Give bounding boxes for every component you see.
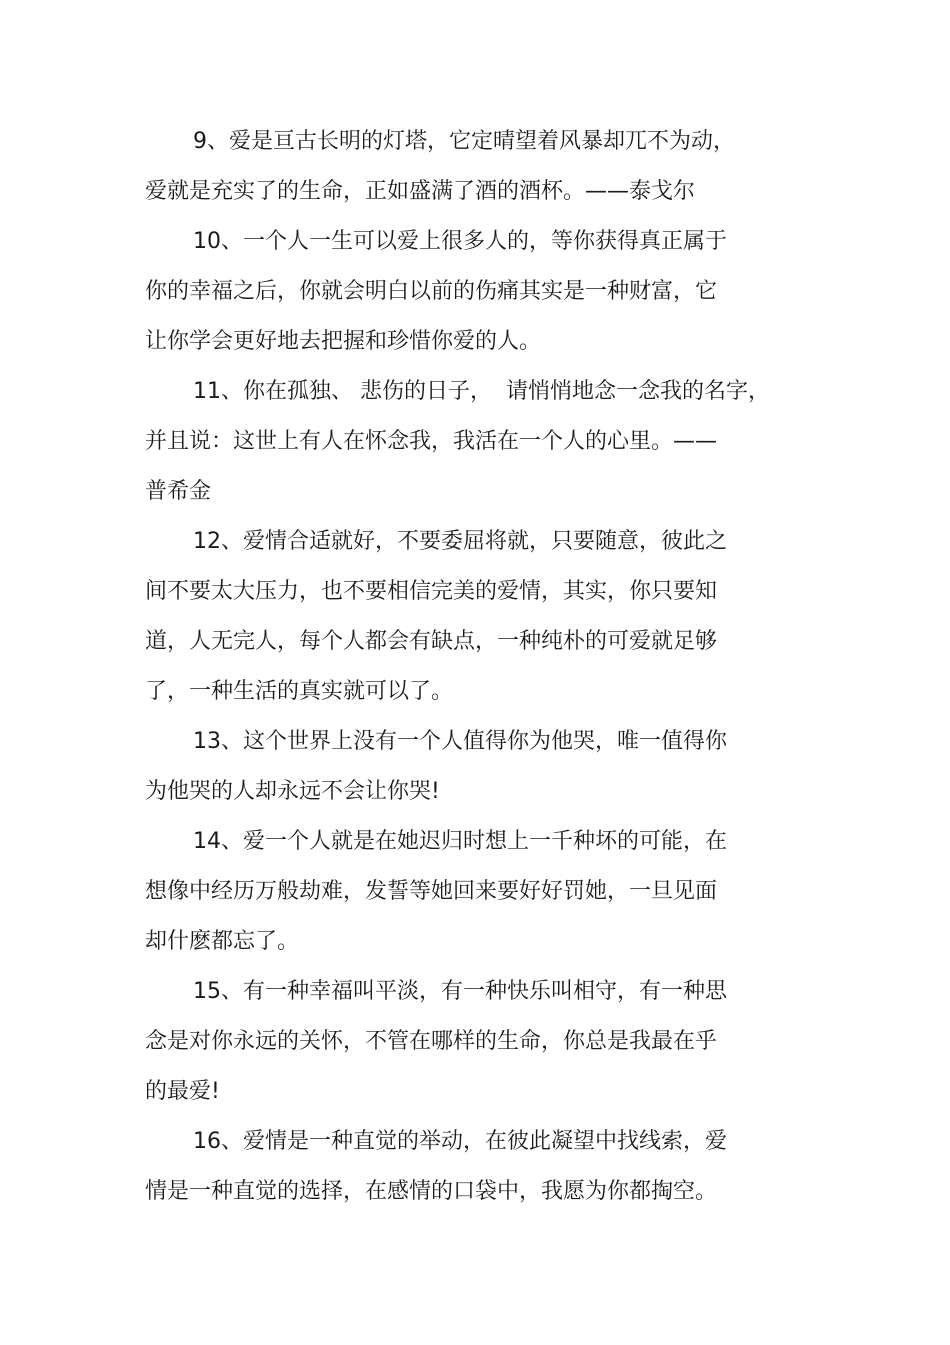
paragraph-line: 并且说：这世上有人在怀念我，我活在一个人的心里。—— [145,429,718,454]
paragraph-line: 的最爱! [145,1079,220,1104]
paragraph-line: 16、爱情是一种直觉的举动，在彼此凝望中找线索，爱 [193,1129,727,1154]
paragraph-12 [145,517,785,717]
paragraph-line: 13、这个世界上没有一个人值得你为他哭，唯一值得你 [193,729,727,754]
paragraph-14 [145,817,785,967]
paragraph-10 [145,217,785,367]
document-body [145,117,785,1217]
paragraph-line: 11、你在孤独、 悲伤的日子， 请悄悄地念一念我的名字， [193,379,770,404]
paragraph-15 [145,967,785,1117]
paragraph-line: 9、爱是亘古长明的灯塔，它定晴望着风暴却兀不为动， [193,129,735,154]
paragraph-line: 14、爱一个人就是在她迟归时想上一千种坏的可能，在 [193,829,727,854]
paragraph-line: 12、爱情合适就好，不要委屈将就，只要随意，彼此之 [193,529,727,554]
paragraph-line: 了，一种生活的真实就可以了。 [145,679,454,704]
paragraph-11 [145,367,785,517]
paragraph-line: 10、一个人一生可以爱上很多人的，等你获得真正属于 [193,229,727,254]
paragraph-line: 你的幸福之后，你就会明白以前的伤痛其实是一种财富，它 [145,279,718,304]
paragraph-line: 让你学会更好地去把握和珍惜你爱的人。 [145,329,542,354]
paragraph-13 [145,717,785,817]
paragraph-line: 念是对你永远的关怀，不管在哪样的生命，你总是我最在乎 [145,1029,718,1054]
paragraph-line: 道，人无完人，每个人都会有缺点，一种纯朴的可爱就足够 [145,629,718,654]
paragraph-16 [145,1117,785,1217]
paragraph-9 [145,117,785,217]
paragraph-line: 却什麽都忘了。 [145,929,300,954]
paragraph-line: 15、有一种幸福叫平淡，有一种快乐叫相守，有一种思 [193,979,727,1004]
paragraph-line: 普希金 [145,479,212,504]
paragraph-line: 间不要太大压力，也不要相信完美的爱情，其实，你只要知 [145,579,718,604]
paragraph-line: 想像中经历万般劫难，发誓等她回来要好好罚她，一旦见面 [145,879,718,904]
paragraph-line: 情是一种直觉的选择，在感情的口袋中，我愿为你都掏空。 [145,1179,718,1204]
paragraph-line: 为他哭的人却永远不会让你哭! [145,779,440,804]
paragraph-line: 爱就是充实了的生命，正如盛满了酒的酒杯。——泰戈尔 [145,179,696,204]
